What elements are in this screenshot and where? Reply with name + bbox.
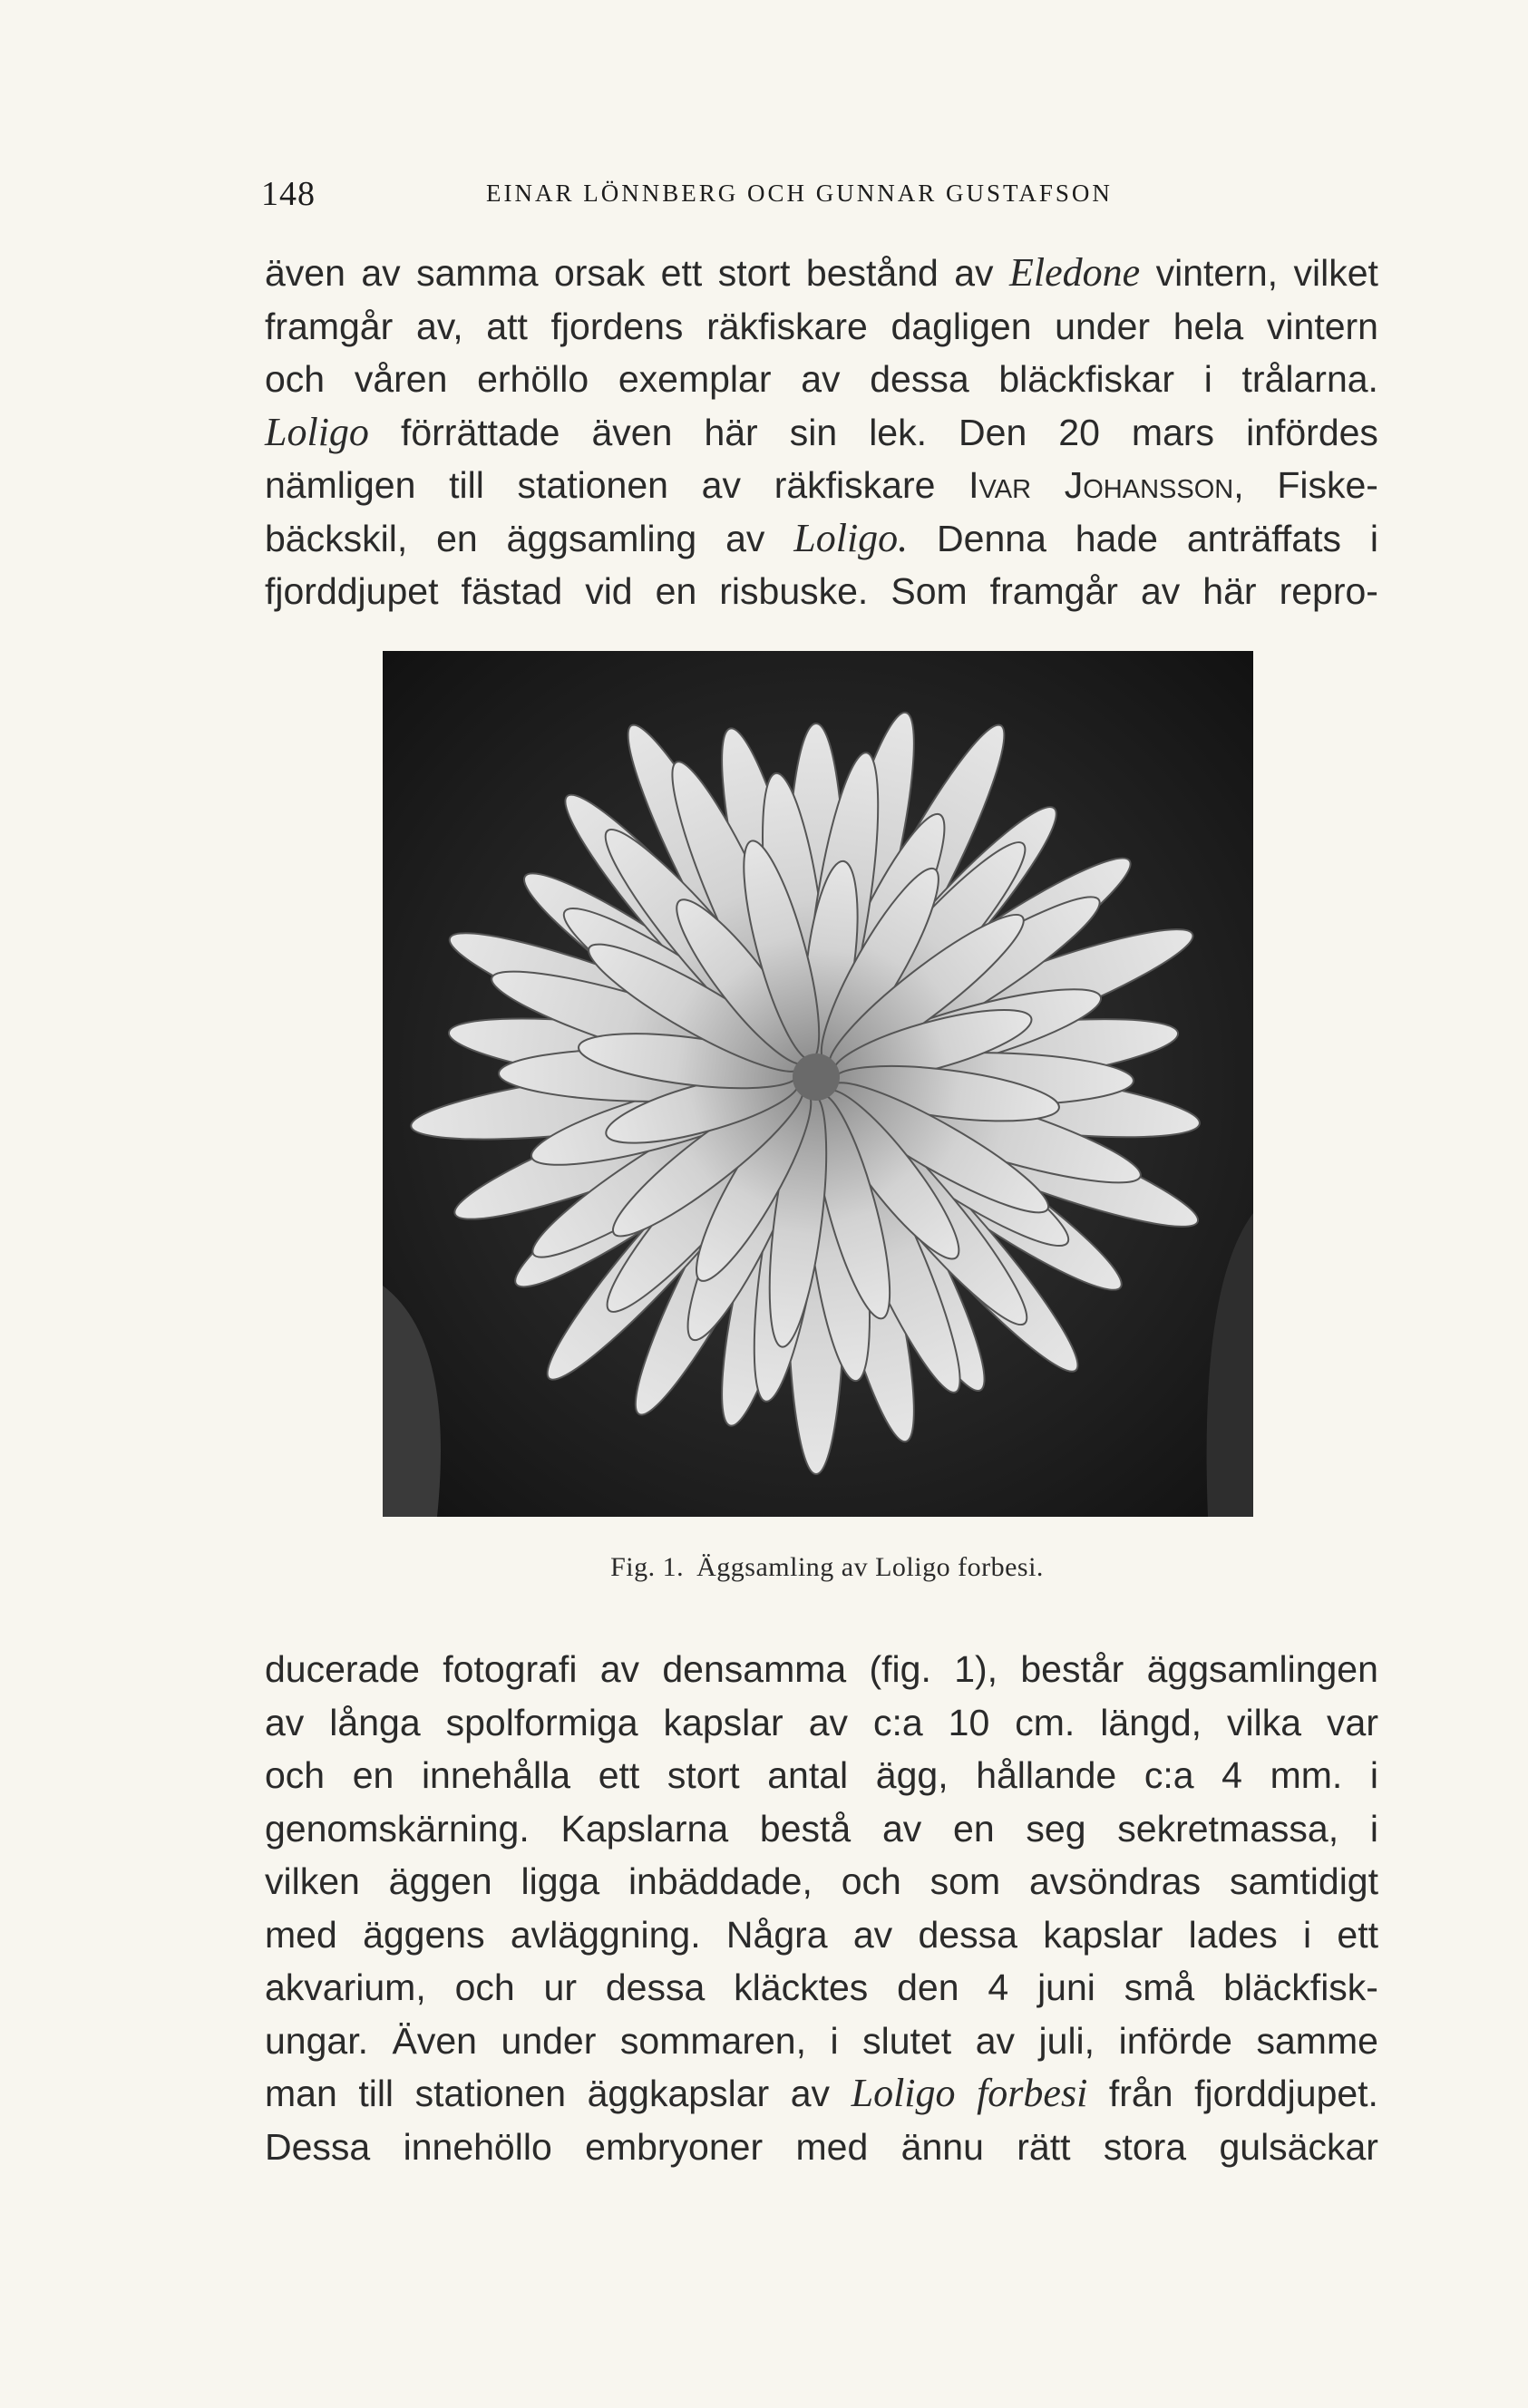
word: avsöndras [1028, 1860, 1202, 1902]
word: även [265, 252, 346, 294]
word: Kapslarna [560, 1807, 729, 1850]
word: ägg, [875, 1754, 949, 1796]
word: som [929, 1860, 1001, 1902]
text-line [265, 1643, 1378, 1696]
word: här [704, 411, 758, 453]
word: en [953, 1807, 995, 1850]
word: stora [1103, 2125, 1187, 2168]
word: äggen [388, 1860, 492, 1902]
word: bestånd [805, 252, 939, 294]
word: i [1302, 1913, 1312, 1956]
word: slutet [862, 2019, 952, 2062]
word: man [265, 2073, 337, 2114]
word: längd, [1100, 1701, 1202, 1743]
word: bäckskil, [265, 517, 408, 559]
word: framgår [265, 305, 394, 347]
word: 4 [988, 1966, 1009, 2008]
figure-label: Fig. 1. [610, 1552, 685, 1582]
word: i [1369, 1807, 1378, 1850]
word: Denna [937, 517, 1046, 559]
word: äggsamlingen [1146, 1648, 1378, 1690]
word: exemplar [618, 358, 772, 400]
word: nämligen [265, 464, 416, 506]
word: av [881, 1807, 922, 1850]
word: samma [416, 252, 539, 294]
word: består [1020, 1648, 1124, 1690]
word: anträffats [1186, 517, 1341, 559]
text-line [265, 1855, 1378, 1908]
word: räkfiskare [706, 305, 868, 347]
word: kapslar [1043, 1913, 1163, 1956]
word: 20 [1058, 411, 1100, 453]
text-line [265, 2015, 1378, 2068]
word: från [1108, 2073, 1173, 2114]
word: Loligo [851, 2071, 956, 2115]
word: kapslar [663, 1701, 783, 1743]
word: Ivar [968, 464, 1032, 506]
text-line [265, 459, 1378, 512]
egg-cluster-photo [383, 651, 1253, 1517]
word: under [1055, 305, 1151, 347]
word: med [265, 1913, 337, 1956]
word: av, [415, 305, 463, 347]
word: mm. [1270, 1754, 1343, 1796]
word: räkfiskare [774, 464, 936, 506]
word: Några [725, 1913, 828, 1956]
text-line [265, 565, 1378, 618]
word: av [975, 2019, 1015, 2062]
word: c:a [1144, 1754, 1194, 1796]
word: till [449, 464, 484, 506]
word: till [358, 2073, 394, 2114]
word: (fig. [869, 1648, 931, 1690]
word: av [599, 1648, 640, 1690]
word: c:a [872, 1701, 923, 1743]
word: med [795, 2125, 869, 2168]
word: stort [717, 252, 791, 294]
word: fjorddjupet [265, 570, 439, 612]
word: inbäddade, [628, 1860, 813, 1902]
word: erhöllo [477, 358, 589, 400]
word: juni [1037, 1966, 1095, 2008]
word: kläcktes [734, 1966, 869, 2008]
word: förrättade [400, 411, 560, 453]
text-line [265, 2121, 1378, 2174]
word: den [897, 1966, 959, 2008]
word: av [954, 252, 994, 294]
word: ligga [521, 1860, 600, 1902]
word: här [1202, 570, 1257, 612]
word: våren [354, 358, 448, 400]
text-line [265, 247, 1378, 300]
word: under [501, 2019, 597, 2062]
word: ännu [900, 2125, 984, 2168]
word: stationen [517, 464, 668, 506]
word: akvarium, [265, 1966, 426, 2008]
word: i [1369, 517, 1378, 559]
word: fästad [461, 570, 563, 612]
word: vid [585, 570, 633, 612]
word: Den [959, 411, 1027, 453]
text-line [265, 1961, 1378, 2015]
word: Fiske- [1277, 464, 1378, 506]
word: en [436, 517, 478, 559]
word: sommaren, [619, 2019, 806, 2062]
word: genomskärning. [265, 1807, 530, 1850]
word: densamma [662, 1648, 847, 1690]
word: sekretmassa, [1117, 1807, 1339, 1850]
word: stationen [414, 2073, 567, 2114]
figure-caption-text: Äggsamling av Loligo forbesi. [696, 1552, 1044, 1582]
word: infördes [1246, 411, 1378, 453]
text-line [265, 353, 1378, 406]
word: även [591, 411, 673, 453]
word: Eledone [1008, 250, 1141, 295]
word: 1), [954, 1648, 998, 1690]
word: ungar. [265, 2019, 368, 2062]
running-head [261, 174, 1377, 219]
word: långa [329, 1701, 421, 1743]
text-line [265, 1802, 1378, 1856]
word: Som [891, 570, 968, 612]
word: bläckfiskar [998, 358, 1175, 400]
text-line [265, 2067, 1378, 2121]
word: fjordens [550, 305, 684, 347]
word: Dessa [265, 2125, 371, 2168]
word: av [361, 252, 401, 294]
word: ducerade [265, 1648, 420, 1690]
word: en [352, 1754, 394, 1796]
word: i [1369, 1754, 1378, 1796]
text-line [265, 406, 1378, 460]
word: och [265, 358, 326, 400]
word: och [841, 1860, 901, 1902]
body-text-bottom [265, 1643, 1378, 2173]
word: innehöllo [403, 2125, 552, 2168]
word: fjorddjupet. [1194, 2073, 1378, 2114]
word: stort [667, 1754, 740, 1796]
word: av [801, 358, 841, 400]
word: Johansson, [1064, 464, 1244, 506]
word: hade [1075, 517, 1158, 559]
word: risbuske. [719, 570, 869, 612]
word: bläckfisk- [1223, 1966, 1378, 2008]
word: hållande [976, 1754, 1117, 1796]
word: ur [543, 1966, 578, 2008]
word: ett [598, 1754, 640, 1796]
word: Loligo. [793, 515, 909, 560]
body-text-top [265, 247, 1378, 618]
word: forbesi [977, 2071, 1088, 2115]
word: juli, [1038, 2019, 1095, 2062]
word: och [265, 1754, 326, 1796]
word: 10 [948, 1701, 990, 1743]
word: och [454, 1966, 515, 2008]
word: vintern, [1155, 252, 1279, 294]
word: införde [1118, 2019, 1232, 2062]
word: gulsäckar [1219, 2125, 1378, 2168]
page-number: 148 [261, 175, 316, 213]
word: hela [1173, 305, 1244, 347]
text-line [265, 1696, 1378, 1750]
word: vilka [1227, 1701, 1302, 1743]
word: samme [1256, 2019, 1378, 2062]
word: antal [767, 1754, 849, 1796]
word: en [655, 570, 697, 612]
word: att [486, 305, 528, 347]
word: Även [392, 2019, 477, 2062]
word: vintern [1266, 305, 1378, 347]
word: ett [660, 252, 703, 294]
word: av [265, 1701, 305, 1743]
running-title: EINAR LÖNNBERG OCH GUNNAR GUSTAFSON [486, 180, 1113, 207]
word: dagligen [891, 305, 1032, 347]
word: vilken [265, 1860, 360, 1902]
word: framgår [989, 570, 1118, 612]
word: embryoner [585, 2125, 764, 2168]
word: 4 [1221, 1754, 1242, 1796]
word: spolformiga [445, 1701, 638, 1743]
word: lades [1188, 1913, 1278, 1956]
word: äggens [363, 1913, 485, 1956]
word: avläggning. [510, 1913, 701, 1956]
word: av [725, 517, 765, 559]
word: fotografi [443, 1648, 578, 1690]
word: små [1124, 1966, 1195, 2008]
word: av [790, 2073, 831, 2114]
word: av [701, 464, 741, 506]
word: av [852, 1913, 893, 1956]
figure-caption [546, 1552, 1108, 1583]
word: vilket [1293, 252, 1378, 294]
word: trålarna. [1241, 358, 1378, 400]
word: äggkapslar [587, 2073, 770, 2114]
word: ett [1337, 1913, 1378, 1956]
word: orsak [553, 252, 646, 294]
word: i [830, 2019, 839, 2062]
word: var [1327, 1701, 1378, 1743]
word: rätt [1017, 2125, 1071, 2168]
word: äggsamling [506, 517, 697, 559]
word: seg [1026, 1807, 1086, 1850]
word: cm. [1015, 1701, 1075, 1743]
word: mars [1131, 411, 1215, 453]
text-line [265, 512, 1378, 566]
word: lek. [869, 411, 927, 453]
text-line [265, 300, 1378, 354]
word: dessa [870, 358, 969, 400]
word: repro- [1279, 570, 1378, 612]
text-line [265, 1749, 1378, 1802]
word: dessa [605, 1966, 706, 2008]
word: av [808, 1701, 848, 1743]
word: dessa [918, 1913, 1017, 1956]
word: bestå [759, 1807, 852, 1850]
word: samtidigt [1229, 1860, 1378, 1902]
figure-photo [383, 651, 1253, 1517]
text-line [265, 1908, 1378, 1962]
word: i [1203, 358, 1212, 400]
word: sin [789, 411, 838, 453]
word: av [1140, 570, 1181, 612]
word: Loligo [265, 409, 369, 454]
word: innehålla [421, 1754, 571, 1796]
